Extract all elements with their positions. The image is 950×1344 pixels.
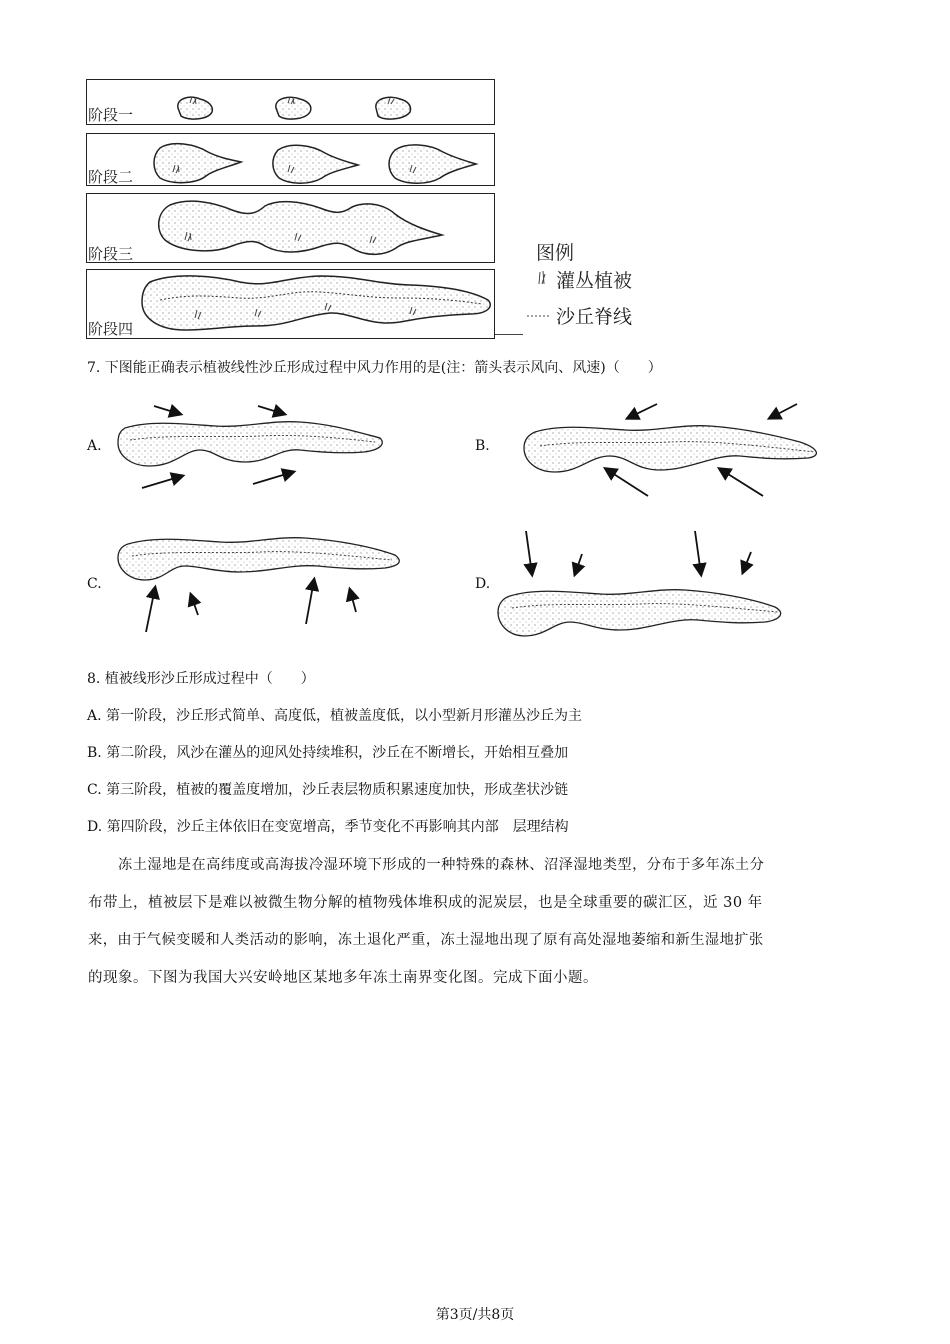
wind-arrow	[770, 404, 797, 418]
option-b-figure	[524, 404, 816, 496]
legend-ridge-label: 沙丘脊线	[556, 306, 633, 328]
wind-arrow	[154, 406, 180, 414]
wind-arrow	[191, 595, 198, 615]
stage-3-label: 阶段三	[88, 245, 134, 263]
legend-shrub-label: 灌丛植被	[556, 270, 633, 292]
wind-arrow	[606, 469, 648, 496]
q7-option-c-label: C.	[87, 576, 102, 592]
wind-arrow	[720, 469, 763, 496]
option-b-dune	[524, 426, 816, 472]
wind-arrow	[628, 404, 657, 418]
q8-option-a: A. 第一阶段，沙丘形式简单、高度低，植被盖度低，以小型新月形灌丛沙丘为主	[87, 708, 583, 724]
option-d-dune	[498, 590, 781, 636]
wind-arrow	[258, 406, 284, 414]
stage-1-label: 阶段一	[88, 106, 134, 124]
option-c-dune	[118, 538, 399, 580]
wind-arrow	[146, 588, 155, 632]
q7-stem: 7. 下图能正确表示植被线性沙丘形成过程中风力作用的是(注：箭头表示风向、风速)（ ）	[87, 360, 662, 376]
wind-arrow	[142, 476, 182, 488]
q7-option-b-label: B.	[475, 438, 490, 454]
option-a-figure	[118, 406, 382, 488]
passage-line-2: 布带上，植被层下是难以被微生物分解的植物残体堆积成的泥炭层，也是全球重要的碳汇区，近 30 年	[88, 895, 763, 911]
wind-arrow	[350, 590, 356, 612]
q7-option-a-label: A.	[87, 438, 102, 454]
option-c-figure	[118, 538, 399, 632]
page-footer: 第3页/共8页	[435, 1307, 515, 1323]
wind-arrow	[743, 552, 751, 572]
wind-arrow	[253, 472, 293, 484]
legend-title: 图例	[536, 242, 575, 264]
q8-stem: 8. 植被线形沙丘形成过程中（ ）	[87, 671, 315, 687]
q7-options-drawing	[0, 0, 950, 640]
passage-line-1: 冻土湿地是在高纬度或高海拔冷湿环境下形成的一种特殊的森林、沼泽湿地类型，分布于多年冻土分	[118, 857, 765, 873]
wind-arrow	[526, 531, 532, 574]
option-a-dune	[118, 422, 382, 466]
wind-arrow	[695, 531, 701, 574]
q8-option-d: D. 第四阶段，沙丘主体依旧在变宽增高，季节变化不再影响其内部 层理结构	[87, 819, 569, 835]
q7-option-d-label: D.	[475, 576, 491, 592]
wind-arrow	[575, 554, 582, 574]
q8-option-b: B. 第二阶段，风沙在灌丛的迎风处持续堆积，沙丘在不断增长，开始相互叠加	[87, 745, 569, 761]
stage-2-label: 阶段二	[88, 168, 134, 186]
passage-line-3: 来，由于气候变暖和人类活动的影响，冻土退化严重，冻土湿地出现了原有高处湿地萎缩和新生湿地扩张	[88, 932, 764, 948]
passage-line-4: 的现象。下图为我国大兴安岭地区某地多年冻土南界变化图。完成下面小题。	[88, 970, 598, 986]
option-d-figure	[498, 531, 781, 636]
stage-4-label: 阶段四	[88, 320, 134, 338]
wind-arrow	[306, 580, 314, 624]
q8-option-c: C. 第三阶段，植被的覆盖度增加，沙丘表层物质积累速度加快，形成垄状沙链	[87, 782, 569, 798]
